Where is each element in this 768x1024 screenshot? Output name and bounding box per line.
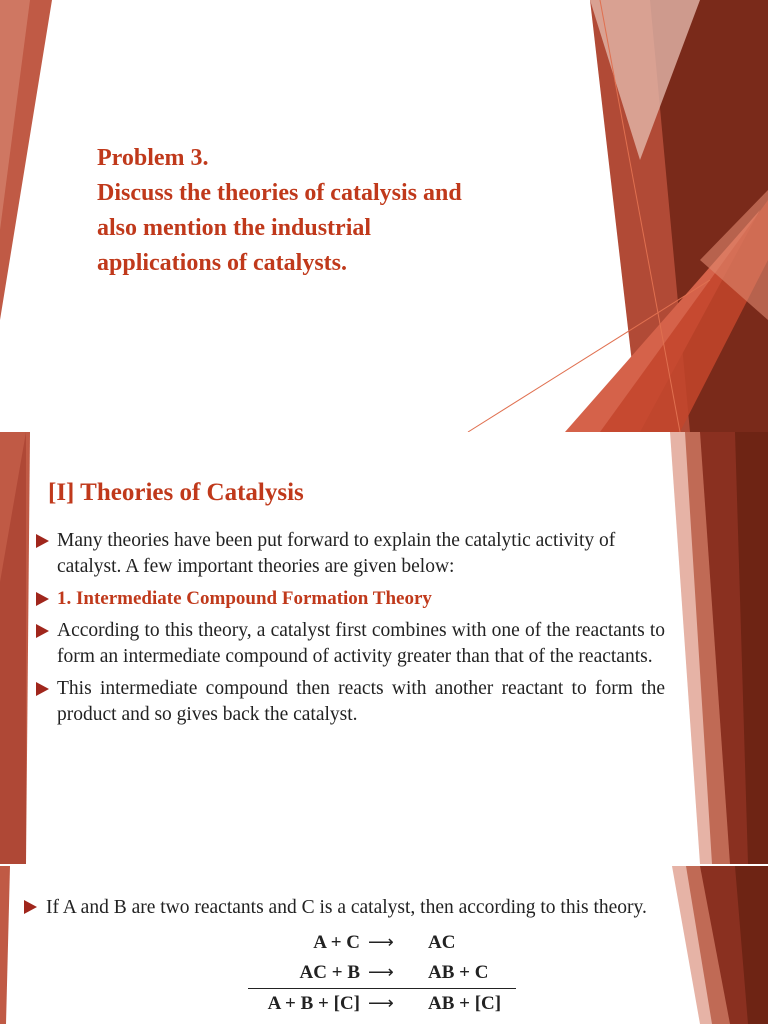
- equation-3-lhs: A + B + [C]: [267, 993, 360, 1014]
- title-line: applications of catalysts.: [97, 250, 348, 276]
- equation-3-rhs: AB + [C]: [428, 993, 502, 1014]
- slide-3: [0, 866, 768, 1024]
- bullet-text: This intermediate compound then reacts with another reactant to form the product and so gives back the catalyst.: [57, 678, 665, 725]
- theory-title: 1. Intermediate Compound Formation Theory: [57, 588, 432, 609]
- equation-2-rhs: AB + C: [428, 962, 489, 983]
- title-line: Discuss the theories of catalysis and: [97, 180, 462, 206]
- reaction-arrow-icon: ⟶: [368, 993, 394, 1013]
- bullet-arrow-icon: [36, 592, 49, 606]
- slide-1: [0, 0, 768, 432]
- equation-1-rhs: AC: [428, 932, 456, 953]
- list-item: [36, 676, 665, 728]
- bullet-arrow-icon: [36, 624, 49, 638]
- reaction-arrow-icon: ⟶: [368, 932, 394, 952]
- list-item: [24, 894, 696, 921]
- equation-1-lhs: A + C: [313, 932, 360, 953]
- bullet-arrow-icon: [24, 900, 37, 914]
- reaction-arrow-icon: ⟶: [368, 962, 394, 982]
- bullet-text: Many theories have been put forward to explain the catalytic activity of catalyst. A few important theories are given below:: [57, 530, 616, 577]
- title-line: also mention the industrial: [97, 215, 372, 241]
- section-heading: [I] Theories of Catalysis: [48, 479, 304, 506]
- bullet-arrow-icon: [36, 682, 49, 696]
- title-line: Problem 3.: [97, 145, 209, 171]
- bullet-text: If A and B are two reactants and C is a catalyst, then according to this theory.: [46, 897, 647, 918]
- bullet-text: According to this theory, a catalyst first combines with one of the reactants to form an intermediate compound of activity greater than that of the reactants.: [57, 620, 665, 667]
- equation-2-lhs: AC + B: [299, 962, 360, 983]
- list-item: [36, 528, 665, 580]
- equation-sum-rule: [248, 988, 516, 989]
- bullet-list: [36, 528, 665, 734]
- list-item: [36, 618, 665, 670]
- list-item: [36, 586, 665, 612]
- slide-2: [0, 432, 768, 864]
- slide-1-title: [97, 141, 567, 281]
- bullet-arrow-icon: [36, 534, 49, 548]
